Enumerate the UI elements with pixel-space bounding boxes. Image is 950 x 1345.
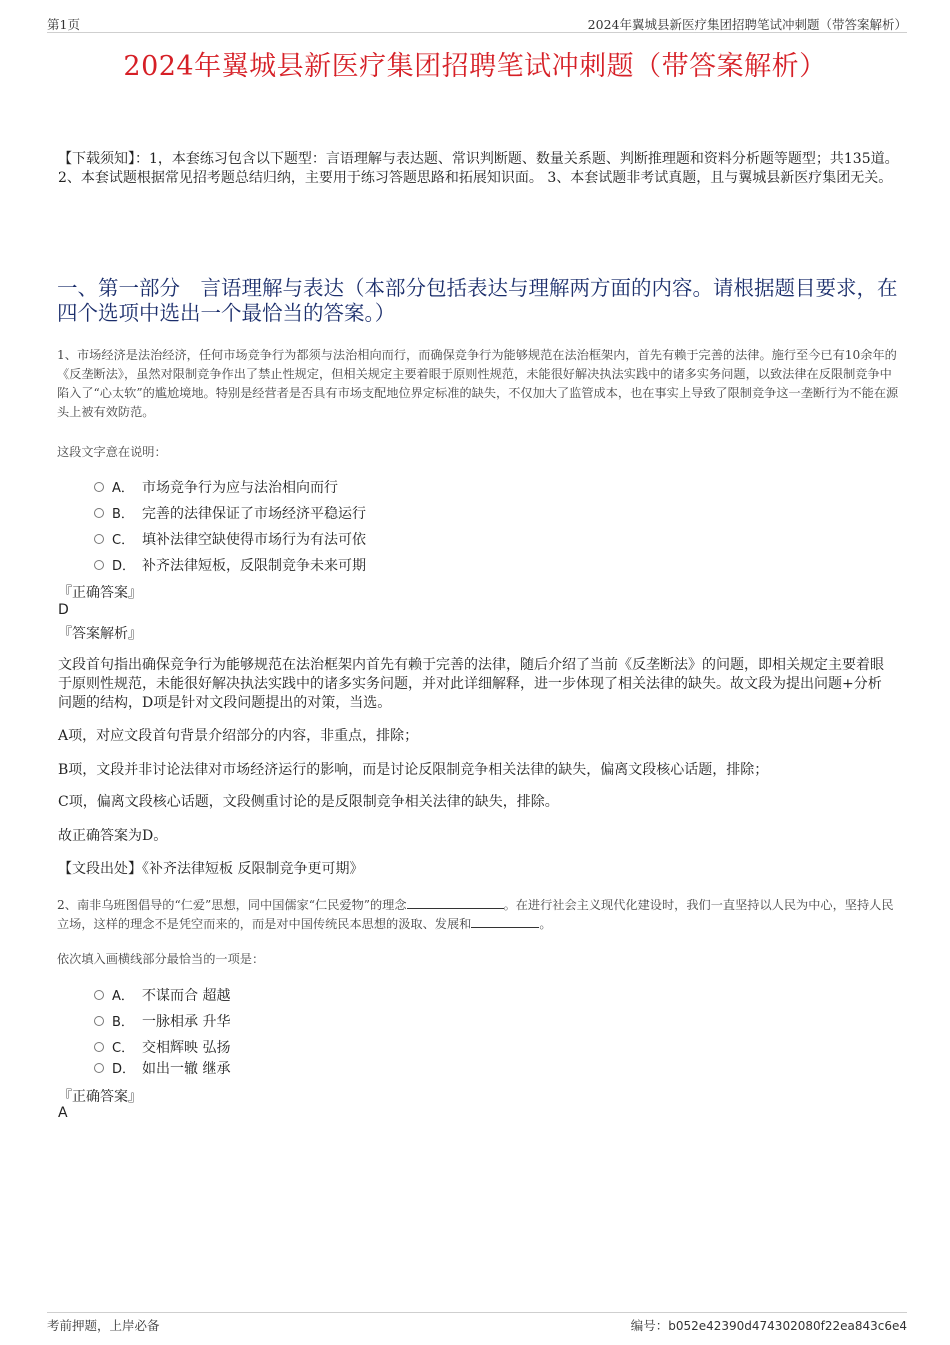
- header-doc-title: 2024年翼城县新医疗集团招聘笔试冲刺题（带答案解析）: [587, 17, 907, 32]
- q2-answer-label: 『正确答案』: [58, 1089, 142, 1105]
- q1-analysis-option-a: A项，对应文段首句背景介绍部分的内容，非重点，排除；: [58, 728, 419, 744]
- page-number: 第1页: [47, 17, 80, 32]
- document-title: 2024年翼城县新医疗集团招聘笔试冲刺题（带答案解析）: [123, 51, 827, 82]
- section-heading: 一、第一部分 言语理解与表达（本部分包括表达与理解两方面的内容。请根据题目要求，在四个选项中选出一个最恰当的答案。）: [57, 276, 898, 325]
- q1-option-a[interactable]: A． 市场竞争行为应与法治相向而行: [94, 477, 338, 497]
- radio-button-icon[interactable]: [94, 990, 104, 1000]
- q1-option-b[interactable]: B． 完善的法律保证了市场经济平稳运行: [94, 503, 366, 523]
- q1-analysis-option-c: C项，偏离文段核心话题，文段侧重讨论的是反限制竞争相关法律的缺失，排除。: [58, 794, 559, 810]
- fill-blank-2: [471, 915, 539, 928]
- q2-option-b[interactable]: B． 一脉相承 升华: [94, 1011, 230, 1031]
- page-header: [47, 14, 907, 33]
- radio-button-icon[interactable]: [94, 1042, 104, 1052]
- q1-option-c[interactable]: C． 填补法律空缺使得市场行为有法可依: [94, 529, 366, 549]
- question-2-text: 2、南非乌班图倡导的“仁爱”思想，同中国儒家“仁民爱物”的理念 。在进行社会主义现代化建设时，我们一直坚持以人民为中心，坚持人民立场，这样的理念不是凭空而来的，而是对中国传统民本思想的汲取、发展和 。: [57, 898, 894, 931]
- question-1-text: 1、市场经济是法治经济，任何市场竞争行为都须与法治相向而行，而确保竞争行为能够规范在法治框架内，首先有赖于完善的法律。施行至今已有10余年的《反垄断法》，虽然对限制竞争作出了禁止性规定，但相关规定主要着眼于原则性规范，未能很好解决执法实践中的诸多实务问题，以致法律在反限制竞争中陷入了“心太软”的尴尬境地。特别是经营者是否具有市场支配地位界定标准的缺失，不仅加大了监管成本，也在事实上导致了限制竞争这一垄断行为不能在源头上被有效防范。: [57, 348, 899, 419]
- q1-analysis-paragraph: 文段首句指出确保竞争行为能够规范在法治框架内首先有赖于完善的法律，随后介绍了当前《反垄断法》的问题，即相关规定主要着眼于原则性规范，未能很好解决执法实践中的诸多实务问题，并对此详细解释，进一步体现了相关法律的缺失。故文段为提出问题+分析问题的结构，D项是针对文段问题提出的对策，当选。: [58, 657, 884, 711]
- q1-answer: D: [58, 602, 69, 618]
- radio-button-icon[interactable]: [94, 1016, 104, 1026]
- q2-answer: A: [58, 1105, 68, 1121]
- page-footer: [47, 1312, 907, 1333]
- q1-analysis-label: 『答案解析』: [58, 626, 142, 642]
- q1-answer-label: 『正确答案』: [58, 585, 142, 601]
- q1-source: 【文段出处】《补齐法律短板 反限制竞争更可期》: [58, 861, 364, 877]
- q1-analysis-option-b: B项，文段并非讨论法律对市场经济运行的影响，而是讨论反限制竞争相关法律的缺失，偏离文段核心话题，排除；: [58, 762, 769, 778]
- question-1-prompt: 这段文字意在说明：: [57, 445, 167, 459]
- q2-option-d[interactable]: D． 如出一辙 继承: [94, 1058, 230, 1078]
- download-notice: 【下载须知】：1，本套练习包含以下题型：言语理解与表达题、常识判断题、数量关系题、判断推理题和资料分析题等题型；共135道。 2、本套试题根据常见招考题总结归纳，主要用于练习答题思路和拓展知识面。 3、本套试题非考试真题，且与翼城县新医疗集团无关。: [58, 151, 899, 186]
- radio-button-icon[interactable]: [94, 534, 104, 544]
- footer-code: 编号：b052e42390d474302080f22ea843c6e4: [630, 1318, 907, 1333]
- q1-option-d[interactable]: D． 补齐法律短板，反限制竞争未来可期: [94, 555, 366, 575]
- radio-button-icon[interactable]: [94, 508, 104, 518]
- q1-analysis-conclusion: 故正确答案为D。: [58, 828, 168, 844]
- question-2-prompt: 依次填入画横线部分最恰当的一项是：: [57, 952, 265, 966]
- q2-option-a[interactable]: A． 不谋而合 超越: [94, 985, 230, 1005]
- radio-button-icon[interactable]: [94, 1063, 104, 1073]
- fill-blank-1: [407, 896, 504, 909]
- radio-button-icon[interactable]: [94, 560, 104, 570]
- q2-option-c[interactable]: C． 交相辉映 弘扬: [94, 1037, 230, 1057]
- radio-button-icon[interactable]: [94, 482, 104, 492]
- footer-slogan: 考前押题，上岸必备: [47, 1318, 160, 1333]
